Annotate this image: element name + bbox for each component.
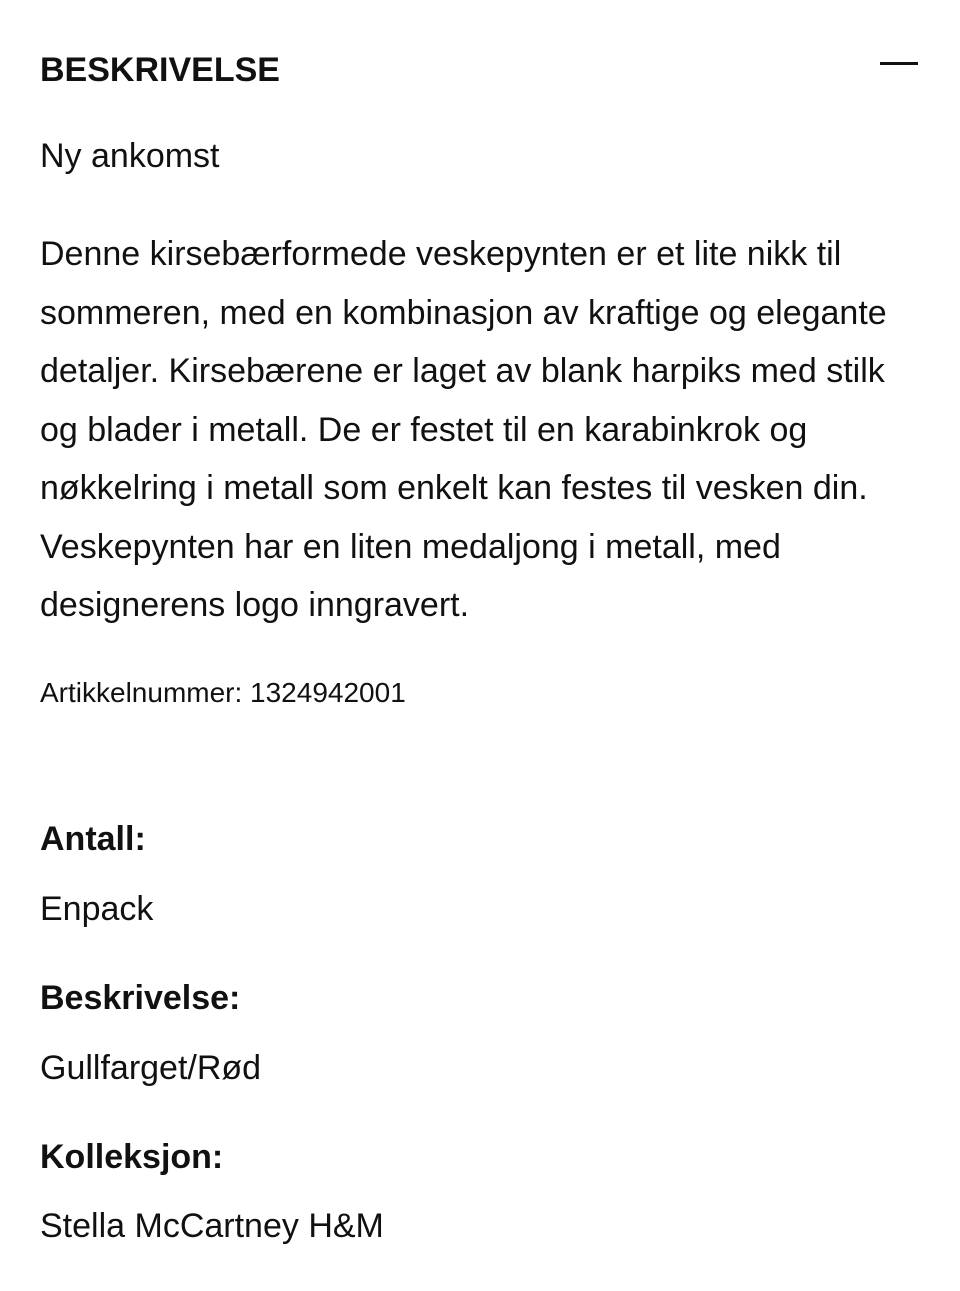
article-number: Artikkelnummer: 1324942001	[40, 677, 406, 708]
detail-value-quantity: Enpack	[40, 890, 154, 928]
detail-label-collection: Kolleksjon:	[40, 1138, 224, 1176]
detail-value-description: Gullfarget/Rød	[40, 1049, 262, 1087]
detail-value-collection: Stella McCartney H&M	[40, 1207, 384, 1245]
detail-label-description: Beskrivelse:	[40, 979, 241, 1017]
detail-label-quantity: Antall:	[40, 820, 146, 858]
section-title: BESKRIVELSE	[40, 51, 280, 89]
product-description: Denne kirsebærformede veskepynten er et lite nikk til sommeren, med en kombinasjon av kraftige og elegante detaljer. Kirsebærene er laget av blank harpiks med stilk og blader i metall. De er festet til en karabinkrok og nøkkelring i metall som enkelt kan festes til vesken din. Veskepynten har en liten medaljong i metall, med designerens logo inngravert.	[40, 235, 887, 624]
new-arrival-label: Ny ankomst	[40, 137, 220, 175]
description-section-header[interactable]	[40, 46, 920, 94]
minus-icon	[880, 62, 918, 65]
collapse-button[interactable]	[876, 46, 920, 86]
